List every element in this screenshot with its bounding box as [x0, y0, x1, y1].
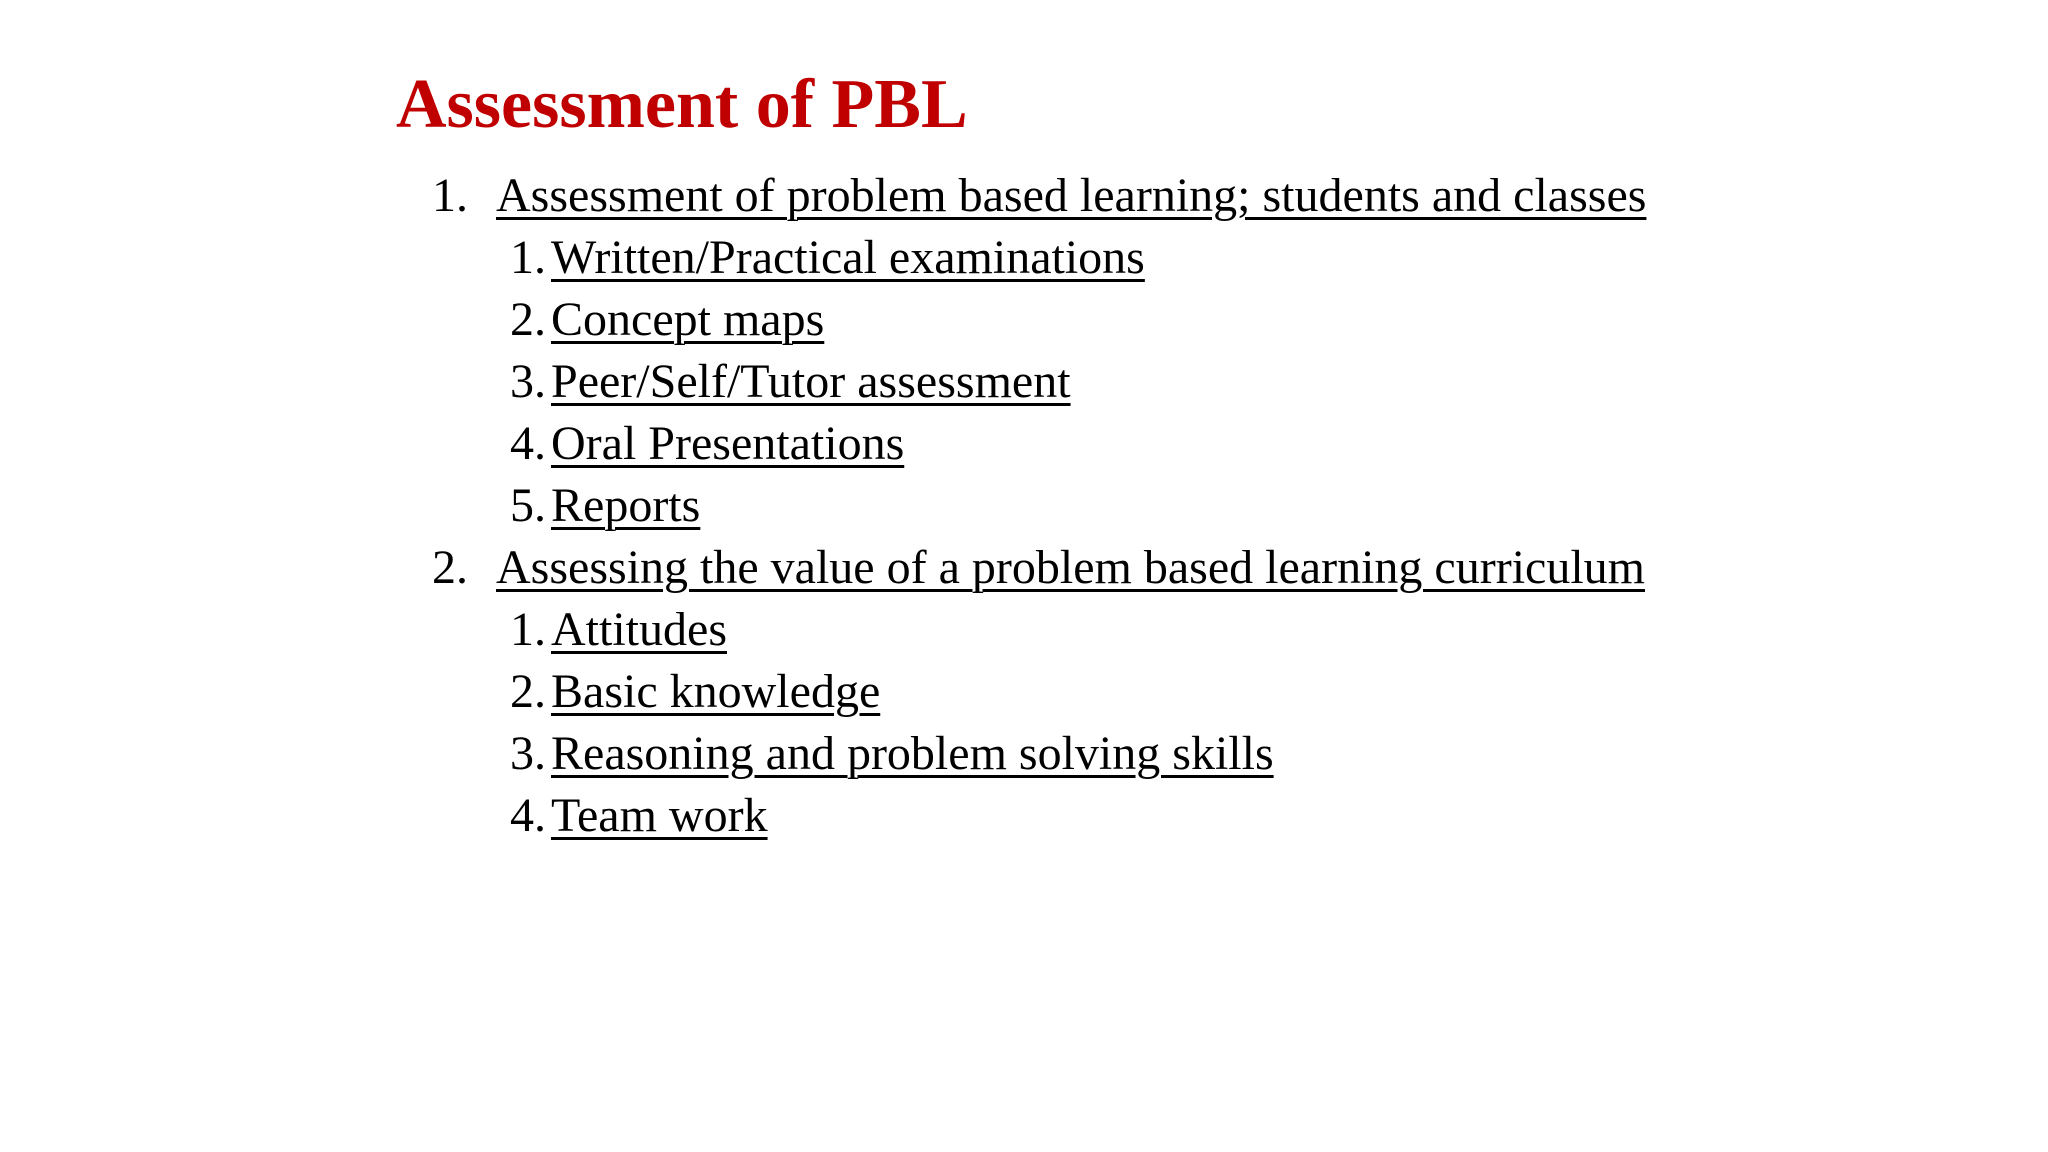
sub-item — [0, 475, 2048, 537]
sub-item-link[interactable]: Basic knowledge — [551, 665, 881, 718]
section-item — [0, 537, 2048, 599]
sub-item-link[interactable]: Reasoning and problem solving skills — [551, 727, 1274, 780]
section-item — [0, 165, 2048, 227]
sub-item — [0, 289, 2048, 351]
sub-item — [0, 227, 2048, 289]
sub-item — [0, 723, 2048, 785]
section-number: 2. — [432, 541, 468, 594]
sub-item-number: 4. — [510, 789, 546, 842]
sub-item-number: 5. — [510, 479, 546, 532]
sub-item — [0, 785, 2048, 847]
section-link[interactable]: Assessment of problem based learning; students and classes — [496, 169, 1647, 222]
sub-item-number: 2. — [510, 665, 546, 718]
sub-item-link[interactable]: Oral Presentations — [551, 417, 905, 470]
sub-item-link[interactable]: Reports — [551, 479, 701, 532]
outline-list — [0, 165, 2048, 847]
section-link[interactable]: Assessing the value of a problem based learning curriculum — [496, 541, 1645, 594]
sub-item-number: 1. — [510, 603, 546, 656]
sub-item-number: 3. — [510, 727, 546, 780]
section-number: 1. — [432, 169, 468, 222]
sub-item — [0, 599, 2048, 661]
sub-item-number: 1. — [510, 231, 546, 284]
sub-item-number: 4. — [510, 417, 546, 470]
sub-item-link[interactable]: Concept maps — [551, 293, 825, 346]
sub-item-link[interactable]: Written/Practical examinations — [551, 231, 1145, 284]
sub-item — [0, 661, 2048, 723]
sub-item — [0, 413, 2048, 475]
sub-item — [0, 351, 2048, 413]
sub-item-number: 2. — [510, 293, 546, 346]
sub-item-number: 3. — [510, 355, 546, 408]
sub-item-link[interactable]: Attitudes — [551, 603, 727, 656]
sub-item-link[interactable]: Peer/Self/Tutor assessment — [551, 355, 1071, 408]
slide-title: Assessment of PBL — [396, 66, 968, 143]
sub-item-link[interactable]: Team work — [551, 789, 768, 842]
